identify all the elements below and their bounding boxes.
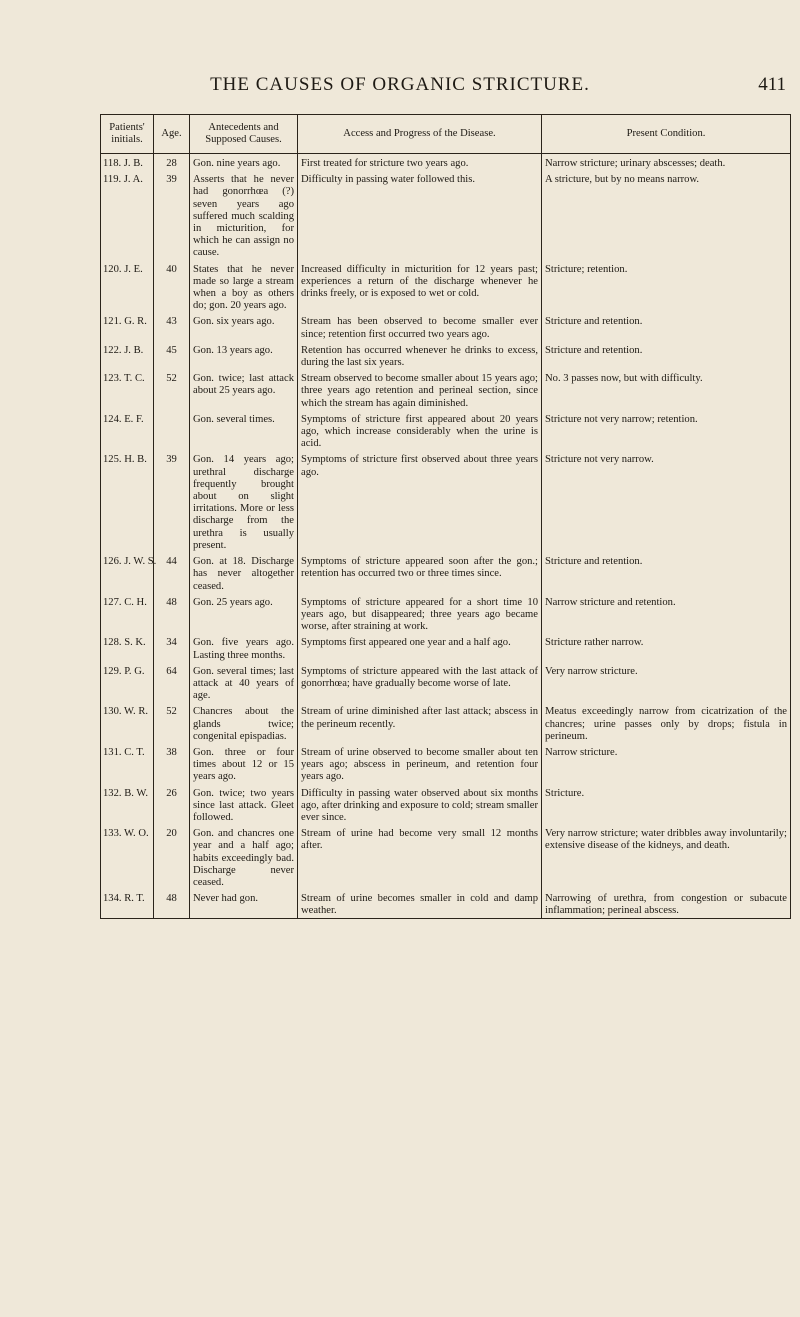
cell-antecedents: Gon. several times; last attack at 40 years of age. <box>190 662 298 703</box>
cell-progress: Symptoms first appeared one year and a half ago. <box>298 633 542 661</box>
cell-patient-initials: 119. J. A. <box>101 170 154 259</box>
table-row <box>101 260 791 313</box>
cell-patient-initials: 123. T. C. <box>101 369 154 410</box>
cell-condition: Stricture rather narrow. <box>542 633 791 661</box>
cell-condition: Stricture and retention. <box>542 312 791 340</box>
cell-antecedents: Gon. at 18. Discharge has never altogether ceased. <box>190 552 298 593</box>
running-title: THE CAUSES OF ORGANIC STRICTURE. <box>210 74 590 95</box>
page-number: 411 <box>758 74 786 95</box>
table-row <box>101 889 791 918</box>
cell-age: 52 <box>154 369 190 410</box>
table-row <box>101 702 791 743</box>
cell-antecedents: Gon. 13 years ago. <box>190 341 298 369</box>
table-row <box>101 341 791 369</box>
cell-antecedents: Gon. 14 years ago; urethral discharge frequently brought about on slight irritations. More or less discharge from the urethra is usually present. <box>190 450 298 552</box>
cell-age: 34 <box>154 633 190 661</box>
cell-age: 20 <box>154 824 190 889</box>
cell-condition: Narrow stricture and retention. <box>542 593 791 634</box>
cell-patient-initials: 122. J. B. <box>101 341 154 369</box>
cell-age <box>154 410 190 451</box>
cell-age: 52 <box>154 702 190 743</box>
case-table <box>100 114 791 919</box>
column-header-antecedents: Antecedents and Supposed Causes. <box>190 115 298 154</box>
cell-patient-initials: 118. J. B. <box>101 154 154 171</box>
column-header-progress: Access and Progress of the Disease. <box>298 115 542 154</box>
cell-progress: Stream observed to become smaller about 15 years ago; three years ago retention and perineal section, since which the stream has again diminished. <box>298 369 542 410</box>
cell-patient-initials: 125. H. B. <box>101 450 154 552</box>
cell-progress: Symptoms of stricture appeared with the last attack of gonorrhœa; have gradually become worse of late. <box>298 662 542 703</box>
cell-antecedents: Gon. and chancres one year and a half ago; habits exceedingly bad. Discharge never ceased. <box>190 824 298 889</box>
cell-age: 28 <box>154 154 190 171</box>
table-body <box>101 154 791 919</box>
table-row <box>101 369 791 410</box>
table-row <box>101 593 791 634</box>
cell-antecedents: Chancres about the glands twice; congenital epispadias. <box>190 702 298 743</box>
cell-patient-initials: 121. G. R. <box>101 312 154 340</box>
cell-antecedents: Gon. 25 years ago. <box>190 593 298 634</box>
table-row <box>101 662 791 703</box>
cell-progress: Stream of urine diminished after last attack; abscess in the perineum recently. <box>298 702 542 743</box>
cell-antecedents: Gon. twice; last attack about 25 years ago. <box>190 369 298 410</box>
cell-condition: No. 3 passes now, but with difficulty. <box>542 369 791 410</box>
cell-antecedents: Gon. nine years ago. <box>190 154 298 171</box>
cell-patient-initials: 127. C. H. <box>101 593 154 634</box>
table-row <box>101 312 791 340</box>
cell-progress: First treated for stricture two years ago. <box>298 154 542 171</box>
cell-progress: Symptoms of stricture appeared for a short time 10 years ago, but disappeared; three years ago became worse, after straining at work. <box>298 593 542 634</box>
column-header-age: Age. <box>154 115 190 154</box>
cell-age: 26 <box>154 784 190 825</box>
cell-progress: Difficulty in passing water observed about six months ago, after drinking and exposure to cold; stream smaller ever since. <box>298 784 542 825</box>
table-row <box>101 784 791 825</box>
cell-age: 48 <box>154 889 190 918</box>
cell-antecedents: Gon. three or four times about 12 or 15 years ago. <box>190 743 298 784</box>
column-header-patient: Patients' initials. <box>101 115 154 154</box>
cell-age: 39 <box>154 450 190 552</box>
table-row <box>101 450 791 552</box>
cell-condition: Stricture. <box>542 784 791 825</box>
cell-antecedents: Gon. several times. <box>190 410 298 451</box>
cell-age: 39 <box>154 170 190 259</box>
cell-condition: Stricture not very narrow. <box>542 450 791 552</box>
cell-patient-initials: 124. E. F. <box>101 410 154 451</box>
cell-age: 44 <box>154 552 190 593</box>
cell-progress: Symptoms of stricture appeared soon after the gon.; retention has occurred two or three times since. <box>298 552 542 593</box>
cell-progress: Symptoms of stricture first observed about three years ago. <box>298 450 542 552</box>
cell-antecedents: Gon. six years ago. <box>190 312 298 340</box>
cell-patient-initials: 134. R. T. <box>101 889 154 918</box>
table-row <box>101 552 791 593</box>
cell-antecedents: Never had gon. <box>190 889 298 918</box>
cell-antecedents: Gon. twice; two years since last attack. Gleet followed. <box>190 784 298 825</box>
cell-condition: Very narrow stricture. <box>542 662 791 703</box>
cell-condition: Meatus exceedingly narrow from cicatrization of the chancres; urine passes only by drops; fistula in perineum. <box>542 702 791 743</box>
table-row <box>101 824 791 889</box>
cell-condition: A stricture, but by no means narrow. <box>542 170 791 259</box>
table-row <box>101 743 791 784</box>
table-row <box>101 410 791 451</box>
table-row <box>101 170 791 259</box>
cell-patient-initials: 131. C. T. <box>101 743 154 784</box>
page-header <box>0 74 800 104</box>
table-row <box>101 633 791 661</box>
cell-progress: Stream of urine becomes smaller in cold and damp weather. <box>298 889 542 918</box>
cell-progress: Difficulty in passing water followed this. <box>298 170 542 259</box>
cell-progress: Retention has occurred whenever he drinks to excess, during the last six years. <box>298 341 542 369</box>
cell-age: 45 <box>154 341 190 369</box>
table-row <box>101 154 791 171</box>
table-header-row <box>101 115 791 154</box>
cell-progress: Stream has been observed to become smaller ever since; retention first occurred two years ago. <box>298 312 542 340</box>
cell-patient-initials: 129. P. G. <box>101 662 154 703</box>
cell-condition: Very narrow stricture; water dribbles away involuntarily; extensive disease of the kidneys, and death. <box>542 824 791 889</box>
cell-age: 48 <box>154 593 190 634</box>
cell-age: 64 <box>154 662 190 703</box>
cell-condition: Stricture and retention. <box>542 341 791 369</box>
cell-patient-initials: 128. S. K. <box>101 633 154 661</box>
cell-progress: Increased difficulty in micturition for 12 years past; experiences a return of the discharge whenever he drinks freely, or is exposed to wet or cold. <box>298 260 542 313</box>
cell-condition: Narrowing of urethra, from congestion or subacute inflammation; perineal abscess. <box>542 889 791 918</box>
cell-progress: Symptoms of stricture first appeared about 20 years ago, which increase considerably when the urine is acid. <box>298 410 542 451</box>
cell-patient-initials: 133. W. O. <box>101 824 154 889</box>
cell-antecedents: States that he never made so large a stream when a boy as others do; gon. 20 years ago. <box>190 260 298 313</box>
cell-progress: Stream of urine observed to become smaller about ten years ago; abscess in perineum, and retention four years ago. <box>298 743 542 784</box>
cell-condition: Stricture and retention. <box>542 552 791 593</box>
cell-age: 38 <box>154 743 190 784</box>
cell-progress: Stream of urine had become very small 12 months after. <box>298 824 542 889</box>
cell-condition: Narrow stricture; urinary abscesses; death. <box>542 154 791 171</box>
cell-patient-initials: 120. J. E. <box>101 260 154 313</box>
cell-patient-initials: 132. B. W. <box>101 784 154 825</box>
cell-condition: Stricture; retention. <box>542 260 791 313</box>
column-header-condition: Present Condition. <box>542 115 791 154</box>
cell-condition: Narrow stricture. <box>542 743 791 784</box>
cell-patient-initials: 130. W. R. <box>101 702 154 743</box>
cell-age: 43 <box>154 312 190 340</box>
case-table-container <box>100 114 790 919</box>
cell-antecedents: Asserts that he never had gonorrhœa (?) seven years ago suffered much scalding in micturition, for which he can assign no cause. <box>190 170 298 259</box>
cell-condition: Stricture not very narrow; retention. <box>542 410 791 451</box>
cell-antecedents: Gon. five years ago. Lasting three months. <box>190 633 298 661</box>
cell-age: 40 <box>154 260 190 313</box>
cell-patient-initials: 126. J. W. S. <box>101 552 154 593</box>
